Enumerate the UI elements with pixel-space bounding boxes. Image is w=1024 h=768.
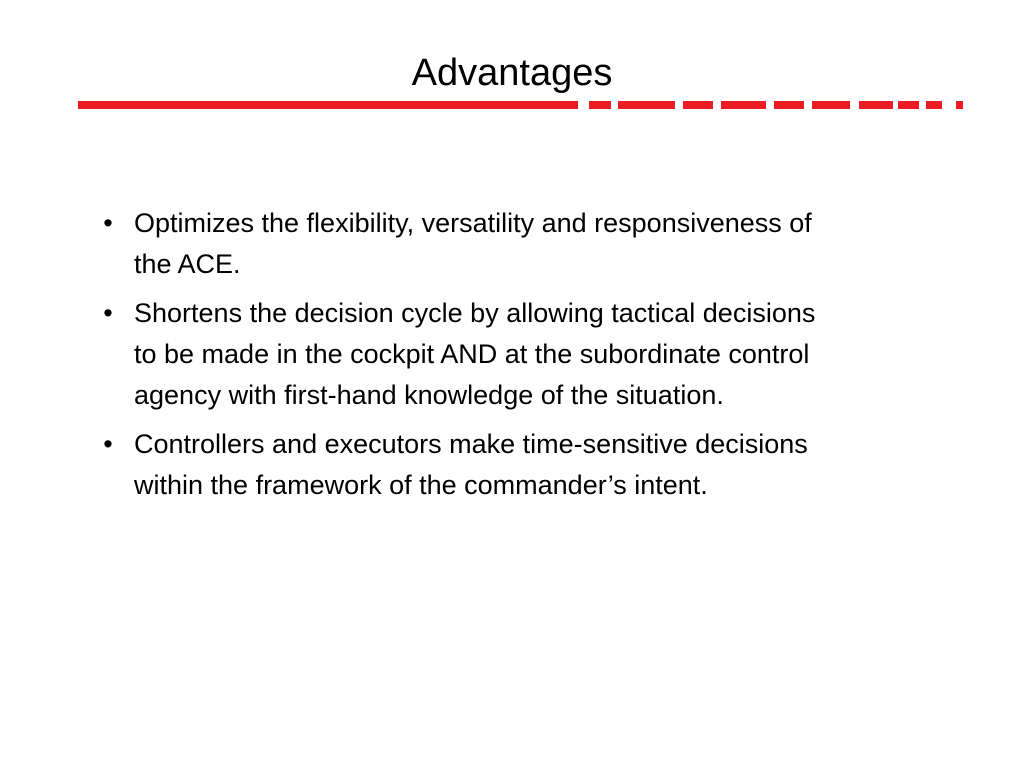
- bullet-marker: •: [103, 208, 113, 238]
- bullet-text: Optimizes the flexibility, versatility and responsiveness of the ACE.: [134, 208, 812, 279]
- rule-segment: [956, 101, 963, 109]
- bullet-marker: •: [103, 429, 113, 459]
- rule-segment: [618, 101, 675, 109]
- bullet-list: [98, 203, 818, 514]
- rule-segment: [926, 101, 942, 109]
- bullet-text: Shortens the decision cycle by allowing tactical decisions to be made in the cockpit AND at the subordinate control agency with first-hand knowledge of the situation.: [134, 298, 816, 410]
- rule-segment: [859, 101, 893, 109]
- rule-segment: [898, 101, 919, 109]
- bullet-item: [98, 293, 818, 416]
- slide-title: Advantages: [411, 52, 613, 94]
- rule-segment-solid: [78, 101, 578, 109]
- bullet-marker: •: [103, 298, 113, 328]
- rule-segment: [774, 101, 804, 109]
- bullet-item: [98, 203, 818, 285]
- bullet-item: [98, 424, 818, 506]
- rule-segment: [589, 101, 611, 109]
- rule-segment: [683, 101, 713, 109]
- rule-segment: [721, 101, 766, 109]
- bullet-text: Controllers and executors make time-sensitive decisions within the framework of the commander’s intent.: [134, 429, 808, 500]
- rule-segment: [812, 101, 850, 109]
